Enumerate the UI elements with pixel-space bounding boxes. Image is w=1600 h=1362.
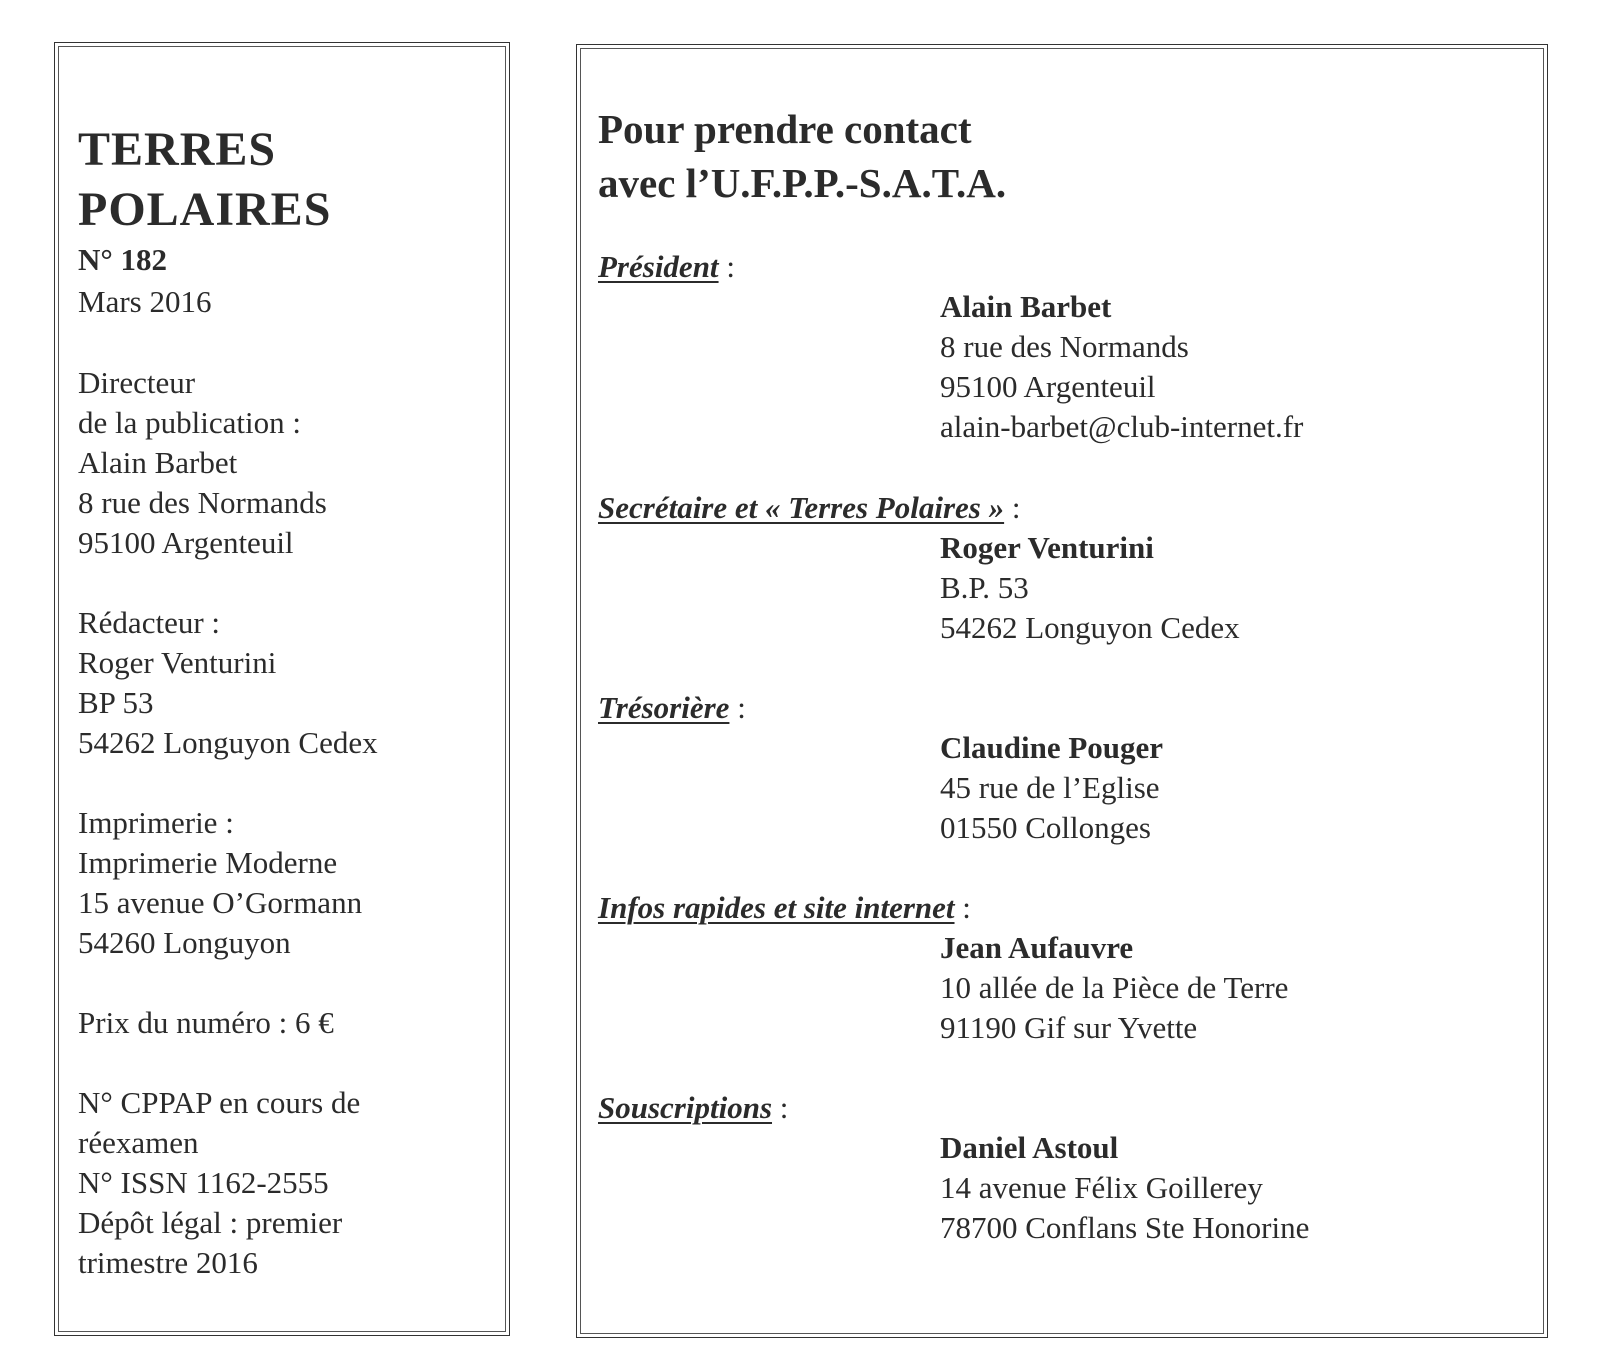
role-label: Président	[598, 249, 719, 284]
printer-label: Imprimerie :	[78, 805, 234, 840]
role-president	[598, 247, 735, 287]
printer-city: 54260 Longuyon	[78, 925, 291, 960]
editor-street: BP 53	[78, 685, 154, 720]
legal-line-5: trimestre 2016	[78, 1245, 258, 1280]
president-name: Alain Barbet	[940, 289, 1112, 324]
printer-street: 15 avenue O’Gormann	[78, 885, 363, 920]
director-street: 8 rue des Normands	[78, 485, 327, 520]
legal-line-4: Dépôt légal : premier	[78, 1205, 343, 1240]
subscriptions-city: 78700 Conflans Ste Honorine	[940, 1210, 1310, 1245]
role-infos	[598, 888, 971, 928]
legal-line-3: N° ISSN 1162-2555	[78, 1165, 329, 1200]
role-label: Trésorière	[598, 690, 730, 725]
editor-city: 54262 Longuyon Cedex	[78, 725, 378, 760]
treasurer-name: Claudine Pouger	[940, 730, 1164, 765]
treasurer-city: 01550 Collonges	[940, 810, 1151, 845]
role-label: Souscriptions	[598, 1090, 773, 1125]
infos-name: Jean Aufauvre	[940, 930, 1134, 965]
contact-heading-line1: Pour prendre contact	[598, 106, 972, 152]
legal-line-2: réexamen	[78, 1125, 199, 1160]
treasurer-street: 45 rue de l’Eglise	[940, 770, 1160, 805]
issue-price: Prix du numéro : 6 €	[78, 1005, 334, 1040]
editor-label: Rédacteur :	[78, 605, 221, 640]
director-name: Alain Barbet	[78, 445, 238, 480]
secretary-city: 54262 Longuyon Cedex	[940, 610, 1240, 645]
role-secretary	[598, 488, 1020, 528]
issue-date: Mars 2016	[78, 284, 212, 319]
magazine-title-line2: POLAIRES	[78, 183, 332, 236]
director-label: Directeur	[78, 365, 196, 400]
secretary-name: Roger Venturini	[940, 530, 1154, 565]
subscriptions-street: 14 avenue Félix Goillerey	[940, 1170, 1263, 1205]
director-city: 95100 Argenteuil	[78, 525, 294, 560]
role-colon: :	[718, 249, 735, 284]
role-colon: :	[729, 690, 746, 725]
role-colon: :	[1004, 490, 1021, 525]
infos-city: 91190 Gif sur Yvette	[940, 1010, 1198, 1045]
infos-street: 10 allée de la Pièce de Terre	[940, 970, 1289, 1005]
legal-line-1: N° CPPAP en cours de	[78, 1085, 361, 1120]
issue-number: N° 182	[78, 242, 168, 277]
role-colon: :	[954, 890, 971, 925]
role-subscriptions	[598, 1088, 788, 1128]
contact-heading-line2: avec l’U.F.P.P.-S.A.T.A.	[598, 160, 1007, 206]
role-label: Secrétaire et « Terres Polaires »	[598, 490, 1005, 525]
editor-name: Roger Venturini	[78, 645, 277, 680]
role-treasurer	[598, 688, 746, 728]
magazine-title-line1: TERRES	[78, 123, 277, 176]
printer-name: Imprimerie Moderne	[78, 845, 338, 880]
director-label-2: de la publication :	[78, 405, 301, 440]
president-email: alain-barbet@club-internet.fr	[940, 409, 1304, 444]
president-street: 8 rue des Normands	[940, 329, 1189, 364]
subscriptions-name: Daniel Astoul	[940, 1130, 1119, 1165]
president-city: 95100 Argenteuil	[940, 369, 1156, 404]
secretary-street: B.P. 53	[940, 570, 1029, 605]
role-colon: :	[772, 1090, 789, 1125]
role-label: Infos rapides et site internet	[598, 890, 955, 925]
